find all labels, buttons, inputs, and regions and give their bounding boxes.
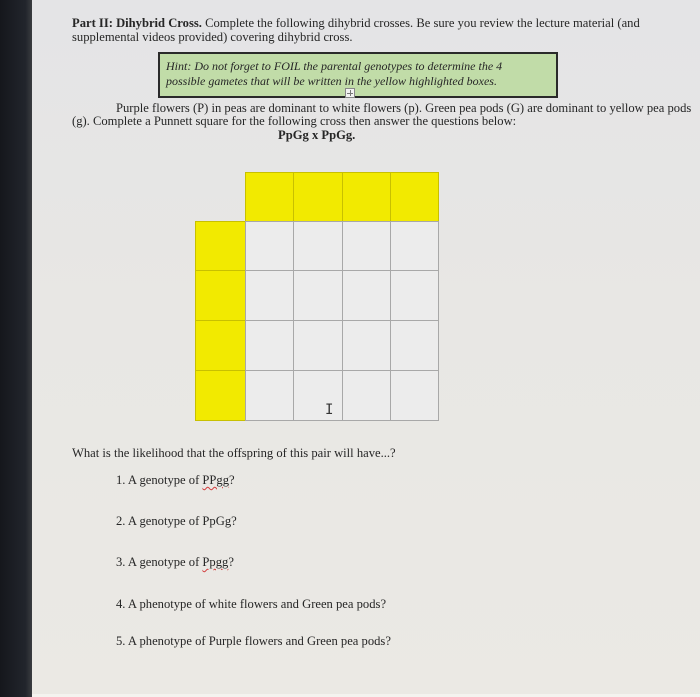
question-number: 2. xyxy=(116,514,126,528)
side-gamete-cell[interactable] xyxy=(195,270,246,321)
move-handle-icon[interactable] xyxy=(345,88,355,98)
intro-paragraph-line1 xyxy=(72,16,640,31)
hint-box[interactable] xyxy=(158,52,558,98)
offspring-cell[interactable] xyxy=(390,320,439,371)
part-label: Part II: Dihybrid Cross. xyxy=(72,16,202,30)
offspring-cell[interactable] xyxy=(390,221,439,271)
offspring-cell[interactable] xyxy=(245,320,294,371)
question-mark: ? xyxy=(380,597,387,611)
question-5 xyxy=(116,634,391,649)
hint-line1: Hint: Do not forget to FOIL the parental genotypes to determine the 4 xyxy=(166,59,503,73)
offspring-cell[interactable] xyxy=(293,270,343,321)
question-mark: ? xyxy=(231,514,237,528)
question-mark: ? xyxy=(385,634,391,648)
top-gamete-cell[interactable] xyxy=(390,172,439,222)
side-gamete-cell[interactable] xyxy=(195,221,246,271)
question-3 xyxy=(116,555,234,570)
question-text: A phenotype of white flowers and Green pea pods xyxy=(127,597,381,611)
offspring-cell[interactable] xyxy=(293,221,343,271)
offspring-cell[interactable] xyxy=(390,370,439,421)
question-4 xyxy=(116,597,386,612)
question-text: A genotype of xyxy=(127,473,203,487)
question-mark: ? xyxy=(229,473,235,487)
top-gamete-cell[interactable] xyxy=(293,172,343,222)
question-1 xyxy=(116,473,235,488)
side-gamete-cell[interactable] xyxy=(195,320,246,371)
side-gamete-cell[interactable] xyxy=(195,370,246,421)
punnett-square xyxy=(195,172,439,421)
genotype-term: Ppgg xyxy=(202,555,229,569)
question-2 xyxy=(116,514,237,529)
questions-prompt: What is the likelihood that the offspring of this pair will have...? xyxy=(72,446,396,460)
offspring-cell[interactable] xyxy=(245,270,294,321)
question-number: 5. xyxy=(116,634,126,648)
hint-line2: possible gametes that will be written in the yellow highlighted boxes. xyxy=(166,74,497,88)
offspring-cell[interactable] xyxy=(342,320,391,371)
question-mark: ? xyxy=(228,555,234,569)
problem-line2: (g). Complete a Punnett square for the following cross then answer the questions below: xyxy=(72,114,517,128)
intro-paragraph-line2: supplemental videos provided) covering dihybrid cross. xyxy=(72,30,353,44)
intro-text: Complete the following dihybrid crosses. Be sure you review the lecture material (and xyxy=(201,16,640,30)
question-text: A phenotype of Purple flowers and Green pea pods xyxy=(127,634,386,648)
top-gamete-cell[interactable] xyxy=(342,172,391,222)
problem-line1: Purple flowers (P) in peas are dominant to white flowers (p). Green pea pods (G) are dominant to yellow pea pods xyxy=(116,101,692,115)
top-gamete-cell[interactable] xyxy=(245,172,294,222)
offspring-cell[interactable] xyxy=(342,270,391,321)
offspring-cell[interactable] xyxy=(390,270,439,321)
text-cursor-icon: I xyxy=(325,402,334,418)
device-bezel xyxy=(0,0,32,697)
offspring-cell[interactable] xyxy=(293,320,343,371)
document-page xyxy=(32,0,700,694)
question-text: A genotype of xyxy=(127,514,203,528)
offspring-cell[interactable] xyxy=(245,221,294,271)
cross-label: PpGg x PpGg. xyxy=(278,128,356,142)
question-number: 4. xyxy=(116,597,126,611)
offspring-cell[interactable] xyxy=(293,370,343,421)
offspring-cell[interactable] xyxy=(342,221,391,271)
genotype-term: PpGg xyxy=(202,514,232,528)
offspring-cell[interactable] xyxy=(245,370,294,421)
genotype-term: PPgg xyxy=(202,473,230,487)
question-number: 1. xyxy=(116,473,126,487)
question-number: 3. xyxy=(116,555,126,569)
question-text: A genotype of xyxy=(127,555,203,569)
offspring-cell[interactable] xyxy=(342,370,391,421)
